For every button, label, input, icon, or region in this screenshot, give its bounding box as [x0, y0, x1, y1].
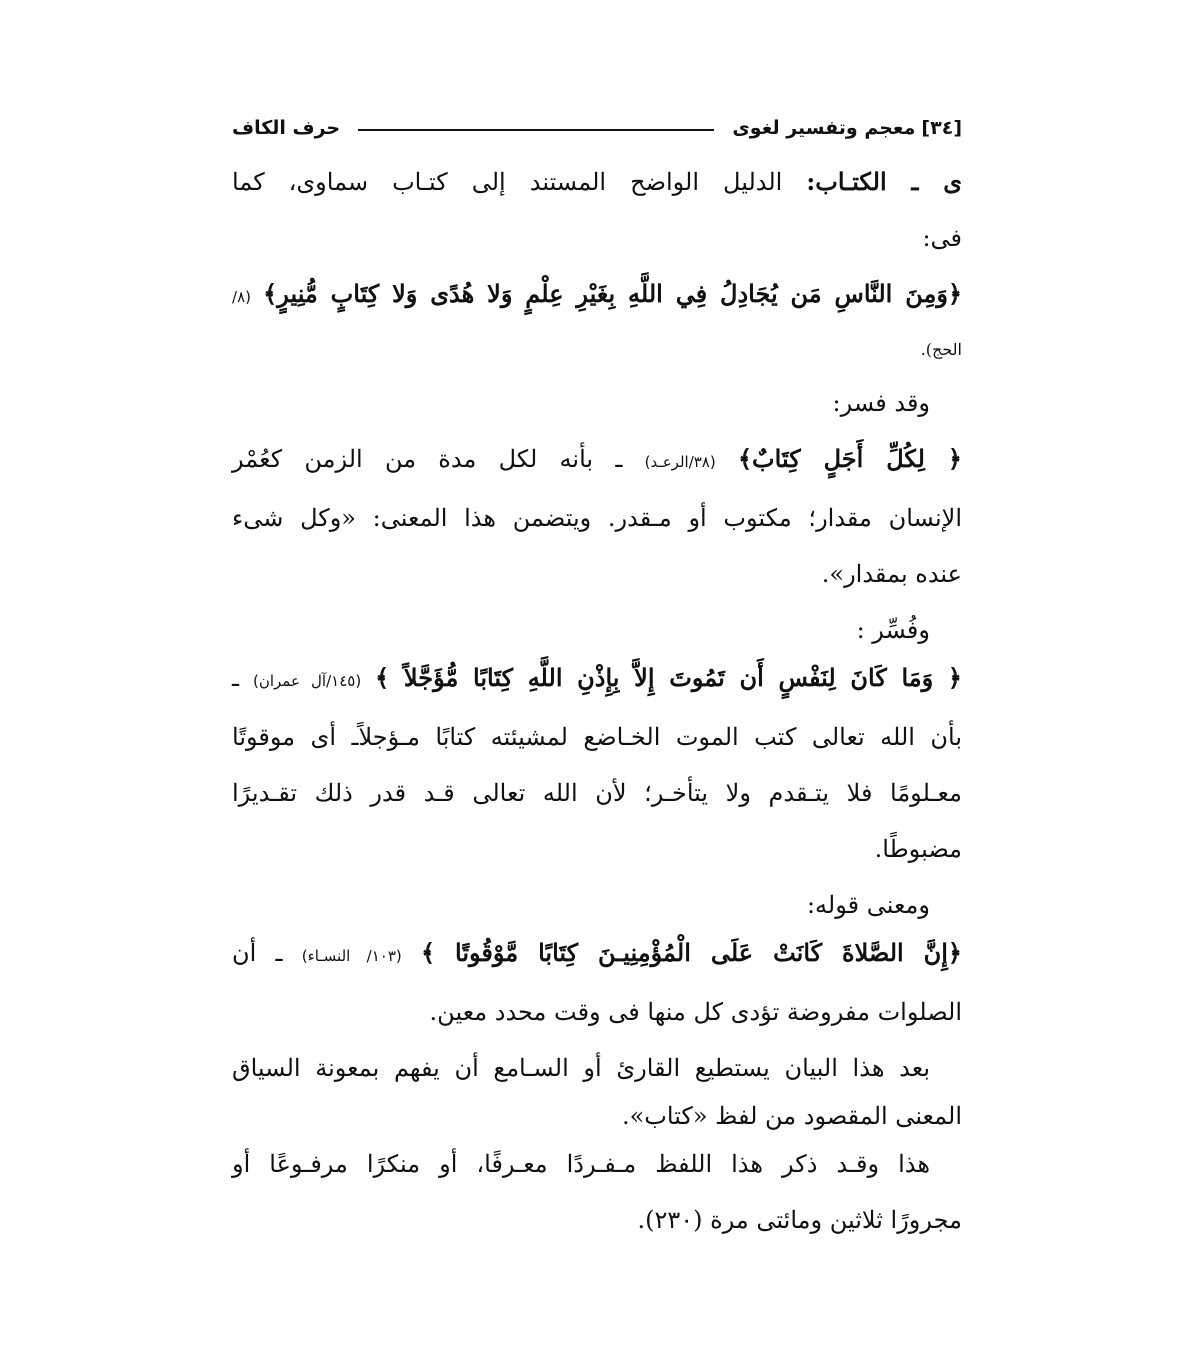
- text-line: [232, 164, 962, 200]
- verse-reference: (١٠٣/ النسـاء): [301, 947, 402, 965]
- text-line: المعنى المقصود من لفظ «كتاب».: [621, 1102, 962, 1130]
- verse-reference: (١٤٥/آل عمران): [253, 672, 362, 690]
- verse-line: [232, 441, 962, 480]
- explanation-text: ـ بأنه لكل مدة من الزمن كعُمْر: [232, 445, 623, 473]
- book-title: معجم وتفسير لغوى: [732, 117, 916, 139]
- text-line: فى:: [922, 224, 962, 252]
- quran-verse: ﴿إِنَّ الصَّلاةَ كَانَتْ عَلَى الْمُؤْمِنِيـنَ كِتَابًا مَّوْقُوتًا ﴾: [421, 938, 962, 967]
- page-header: [232, 110, 962, 146]
- text-line: ومعنى قوله:: [806, 891, 930, 919]
- verse-line: [232, 660, 962, 699]
- quran-verse: ﴿ وَمَا كَانَ لِنَفْسٍ أَن تَمُوتَ إِلاَّ بِإِذْنِ اللَّهِ كِتَابًا مُّؤَجَّلاً ﴾: [375, 663, 962, 692]
- text-line: مجرورًا ثلاثين ومائتى مرة (٢٣٠).: [637, 1206, 962, 1234]
- entry-definition: الدليل الواضح المستند إلى كتـاب سماوى، كما: [232, 168, 807, 196]
- entry-term: ى ـ الكتـاب:: [806, 167, 962, 196]
- verse-reference: (٣٨/الرعـد): [644, 453, 716, 471]
- page-body: [232, 164, 962, 1238]
- page-number: [٣٤]: [921, 117, 962, 139]
- verse-line: [232, 276, 962, 315]
- text-line: وقد فسر:: [832, 389, 930, 417]
- text-line: الإنسان مقدار؛ مكتوب أو مـقدر. ويتضمن هذا المعنى: «وكل شىء: [232, 504, 962, 532]
- header-rule: [358, 129, 714, 131]
- verse-reference: (٨/: [232, 288, 251, 306]
- text-line: هذا وقـد ذكر هذا اللفظ مـفـردًا معـرفًا، أو منكرًا مرفـوعًا أو: [232, 1150, 930, 1178]
- quran-verse: ﴿وَمِنَ النَّاسِ مَن يُجَادِلُ فِي اللَّهِ بِغَيْرِ عِلْمٍ وَلا هُدًى وَلا كِتَابٍ مُّنِيرٍ﴾: [263, 279, 962, 308]
- text-line: عنده بمقدار».: [821, 560, 962, 588]
- text-line: وفُسِّر :: [856, 616, 930, 644]
- verse-line: [232, 935, 962, 974]
- text-line: بأن الله تعالى كتب الموت الخـاضع لمشيئته كتابًا مـؤجلاًـ أى موقوتًا: [232, 723, 962, 751]
- section-title: حرف الكاف: [232, 117, 341, 139]
- text-line: الحج).: [920, 340, 962, 359]
- text-line: الصلوات مفروضة تؤدى كل منها فى وقت محدد معين.: [429, 998, 962, 1026]
- text-line: بعد هذا البيان يستطيع القارئ أو السـامع أن يفهم بمعونة السياق: [232, 1054, 930, 1082]
- explanation-text: ـ أن: [232, 939, 283, 967]
- document-page: [232, 110, 962, 1258]
- dash: ـ: [232, 664, 240, 692]
- text-line: معـلومًا فلا يتـقدم ولا يتأخـر؛ لأن الله تعالى قـد قدر ذلك تقـديرًا: [232, 779, 962, 807]
- text-line: مضبوطًا.: [874, 835, 962, 863]
- quran-verse: ﴿ لِكُلِّ أَجَلٍ كِتَابٌ﴾: [737, 444, 962, 473]
